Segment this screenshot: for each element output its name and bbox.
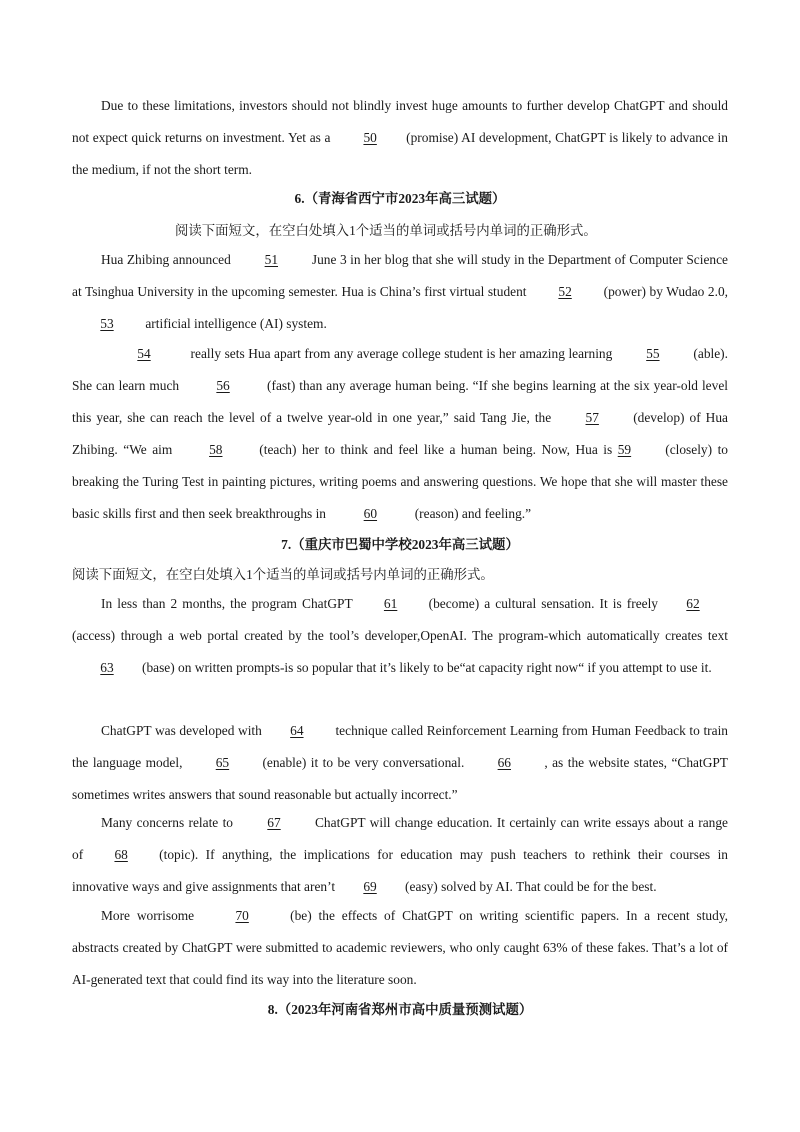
- blank-54: 54: [137, 346, 151, 361]
- passage-text: ChatGPT will change education. It certainly can write essays about a range of: [72, 815, 728, 862]
- section-6-title: 6.（青海省西宁市2023年高三试题）: [294, 191, 506, 206]
- blank-69: 69: [363, 879, 377, 894]
- passage-text: ChatGPT was developed with: [101, 723, 262, 738]
- passage-text: Hua Zhibing announced: [101, 252, 235, 267]
- blank-66: 66: [497, 755, 511, 770]
- blank-60: 60: [363, 506, 378, 521]
- blank-61: 61: [383, 596, 398, 611]
- passage-text: technique called Reinforcement Learning from Human Feedback to train the language model,: [72, 723, 728, 770]
- blank-59: 59: [617, 442, 632, 457]
- passage-text: (easy) solved by AI. That could be for the best.: [405, 879, 657, 894]
- passage-paragraph: [72, 900, 728, 996]
- blank-57: 57: [585, 410, 599, 425]
- blank-65: 65: [215, 755, 230, 770]
- passage-text: (fast) than any average human being. “If she begins learning at the six year-old level this year, she can reach the level of a twelve year-old in one year,” said Tang Jie, the: [72, 378, 728, 425]
- passage-paragraph: [72, 588, 728, 684]
- passage-paragraph: [72, 715, 728, 811]
- blank-50: 50: [363, 130, 377, 145]
- blank-56: 56: [216, 378, 230, 393]
- passage-text: (enable) it to be very conversational.: [262, 755, 465, 770]
- passage-text: (be) the effects of ChatGPT on writing scientific papers. In a recent study, abstracts created by ChatGPT were submitted to academic reviewers, who only caught 63% of these fakes. That’s a lot of AI-generated text that could find its way into the literature soon.: [72, 908, 728, 987]
- passage-text: In less than 2 months, the program ChatGPT: [101, 596, 353, 611]
- section-7-instruction: 阅读下面短文，在空白处填入1个适当的单词或括号内单词的正确形式。: [72, 567, 494, 582]
- passage-paragraph: [72, 338, 728, 530]
- section-8-title: 8.（2023年河南省郑州市高中质量预测试题）: [267, 1002, 533, 1017]
- section-7-title: 7.（重庆市巴蜀中学校2023年高三试题）: [281, 537, 519, 552]
- blank-63: 63: [100, 660, 114, 675]
- passage-text: (reason) and feeling.”: [411, 506, 532, 521]
- passage-paragraph: [72, 90, 728, 186]
- passage-text: (closely) to breaking the Turing Test in painting pictures, writing poems and answering questions. We hope that she will master these basic skills first and then seek breakthroughs in: [72, 442, 728, 521]
- section-6-instruction: 阅读下面短文，在空白处填入1个适当的单词或括号内单词的正确形式。: [175, 223, 597, 238]
- passage-text: (become) a cultural sensation. It is freely: [428, 596, 658, 611]
- blank-67: 67: [267, 815, 281, 830]
- passage-text: (power) by Wudao 2.0,: [600, 284, 728, 299]
- passage-text: June 3 in her blog that she will study in the Department of Computer Science at Tsinghua University in the upcoming semester. Hua is China’s first virtual student: [72, 252, 728, 299]
- blank-68: 68: [114, 847, 128, 862]
- passage-text: really sets Hua apart from any average college student is her amazing learning: [187, 346, 616, 361]
- blank-53: 53: [100, 316, 114, 331]
- blank-51: 51: [264, 252, 279, 267]
- blank-55: 55: [646, 346, 660, 361]
- blank-52: 52: [558, 284, 572, 299]
- passage-paragraph: [72, 244, 728, 340]
- passage-paragraph: [72, 807, 728, 903]
- passage-text: (access) through a web portal created by the tool’s developer,OpenAI. The program-which automatically creates text: [72, 628, 728, 643]
- passage-text: (topic). If anything, the implications for education may push teachers to rethink their courses in innovative ways and give assignments that aren’t: [72, 847, 728, 894]
- passage-text: (develop) of Hua Zhibing. “We aim: [72, 410, 728, 457]
- blank-58: 58: [209, 442, 223, 457]
- passage-text: Many concerns relate to: [101, 815, 233, 830]
- passage-text: (able). She can learn much: [72, 346, 728, 393]
- blank-64: 64: [290, 723, 304, 738]
- passage-text: (promise) AI development, ChatGPT is likely to advance in the medium, if not the short term.: [72, 130, 728, 177]
- passage-text: (teach) her to think and feel like a human being. Now, Hua is: [253, 442, 618, 457]
- passage-text: Due to these limitations, investors should not blindly invest huge amounts to further develop ChatGPT and should not expect quick returns on investment. Yet as a: [72, 98, 728, 145]
- blank-62: 62: [686, 596, 700, 611]
- passage-text: (base) on written prompts-is so popular that it’s likely to be“at capacity right now“ if you attempt to use it.: [142, 660, 712, 675]
- passage-text: , as the website states, “ChatGPT sometimes writes answers that sound reasonable but actually incorrect.”: [72, 755, 728, 802]
- blank-70: 70: [235, 908, 249, 923]
- passage-text: More worrisome: [101, 908, 195, 923]
- passage-text: artificial intelligence (AI) system.: [142, 316, 327, 331]
